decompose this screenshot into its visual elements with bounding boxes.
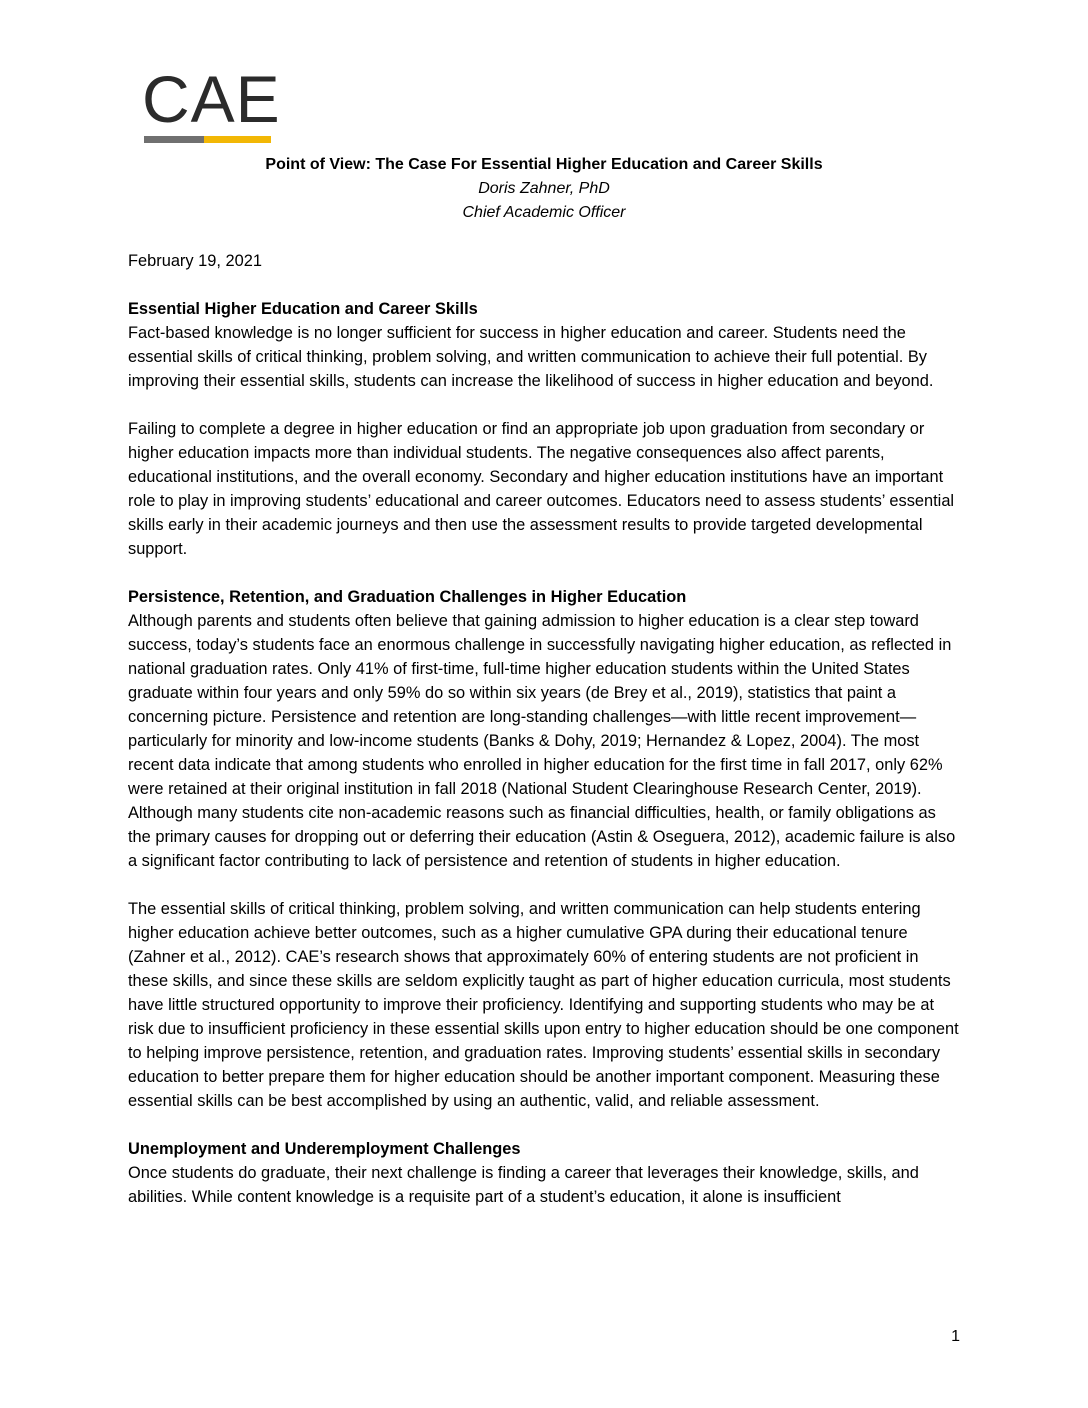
page-number: 1 bbox=[951, 1328, 960, 1345]
document-title: Point of View: The Case For Essential Higher Education and Career Skills bbox=[265, 156, 823, 173]
paragraph: Although parents and students often believe that gaining admission to higher education is a clear step toward success, today’s students face an enormous challenge in successfully navigating higher education, as reflected in national graduation rates. Only 41% of first-time, full-time higher education students within the United States graduate within four years and only 59% do so within six years (de Brey et al., 2019), statistics that paint a concerning picture. Persistence and retention are long-standing challenges—with little recent improvement—particularly for minority and low-income students (Banks & Dohy, 2019; Hernandez & Lopez, 2004). The most recent data indicate that among students who enrolled in higher education for the first time in fall 2017, only 62% were retained at their original institution in fall 2018 (National Student Clearinghouse Research Center, 2019). Although many students cite non-academic reasons such as financial difficulties, health, or family obligations as the primary causes for dropping out or deferring their education (Astin & Oseguera, 2012), academic failure is also a significant factor contributing to lack of persistence and retention of students in higher education. bbox=[128, 612, 956, 870]
cae-logo bbox=[142, 62, 281, 146]
section-heading: Persistence, Retention, and Graduation Challenges in Higher Education bbox=[128, 588, 687, 606]
document-date: February 19, 2021 bbox=[128, 252, 262, 270]
paragraph: Failing to complete a degree in higher education or find an appropriate job upon graduation from secondary or higher education impacts more than individual students. The negative consequences also affect parents, educational institutions, and the overall economy. Secondary and higher education institutions have an important role to play in improving students’ educational and career outcomes. Educators need to assess students’ essential skills early in their academic journeys and then use the assessment results to provide targeted developmental support. bbox=[128, 420, 955, 558]
logo-wordmark: CAE bbox=[142, 62, 281, 136]
section-heading: Unemployment and Underemployment Challenges bbox=[128, 1140, 521, 1158]
logo-bar-gray bbox=[144, 136, 204, 143]
section-unemployment bbox=[128, 1137, 960, 1209]
author-role: Chief Academic Officer bbox=[462, 204, 626, 221]
paragraph: Once students do graduate, their next challenge is finding a career that leverages their knowledge, skills, and abilities. While content knowledge is a requisite part of a student’s education, it alone is insufficient bbox=[128, 1164, 919, 1206]
document-header bbox=[128, 153, 960, 225]
paragraph: The essential skills of critical thinking, problem solving, and written communication can help students entering higher education achieve better outcomes, such as a higher cumulative GPA during their educational tenure (Zahner et al., 2012). CAE’s research shows that approximately 60% of entering students are not proficient in these skills, and since these skills are seldom explicitly taught as part of higher education curricula, most students have little structured opportunity to improve their proficiency. Identifying and supporting students who may be at risk due to insufficient proficiency in these essential skills upon entry to higher education should be one component to helping improve persistence, retention, and graduation rates. Improving students’ essential skills in secondary education to better prepare them for higher education should be another important component. Measuring these essential skills can be best accomplished by using an authentic, valid, and reliable assessment. bbox=[128, 900, 959, 1110]
document-body bbox=[128, 249, 960, 1233]
section-essential-skills bbox=[128, 297, 960, 561]
logo-bar-yellow bbox=[204, 136, 271, 143]
paragraph: Fact-based knowledge is no longer sufficient for success in higher education and career. Students need the essential skills of critical thinking, problem solving, and written communication to achieve their full potential. By improving their essential skills, students can increase the likelihood of success in higher education and beyond. bbox=[128, 324, 934, 390]
section-persistence-retention bbox=[128, 585, 960, 1113]
section-heading: Essential Higher Education and Career Skills bbox=[128, 300, 478, 318]
author-name: Doris Zahner, PhD bbox=[478, 180, 610, 197]
